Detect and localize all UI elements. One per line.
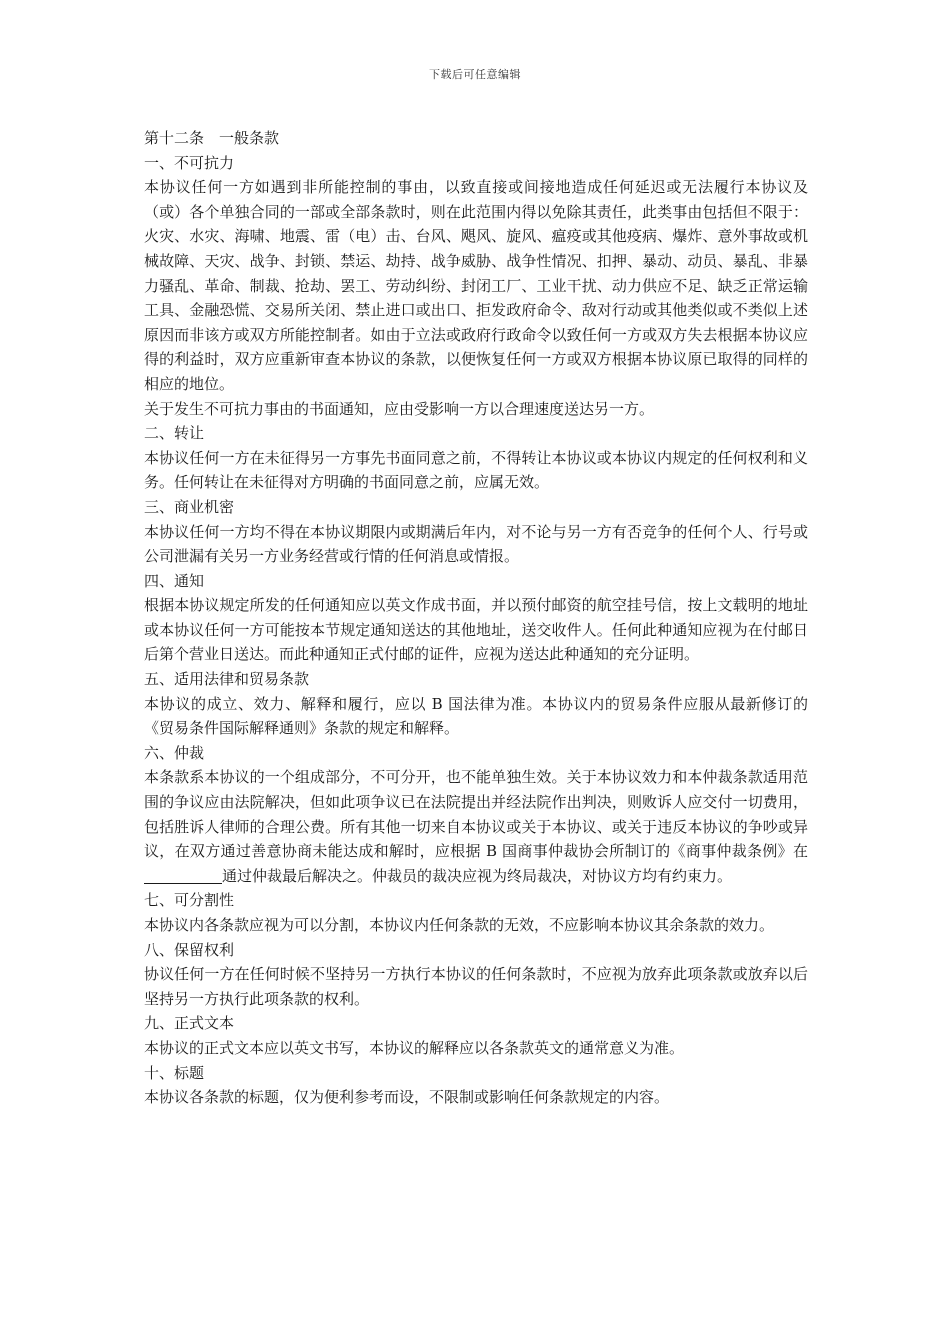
section-body-force-majeure: 本协议任何一方如遇到非所能控制的事由，以致直接或间接地造成任何延迟或无法履行本协议及（或）各个单独合同的一部或全部条款时，则在此范围内得以免除其责任，此类事由包括但不限于：火灾、水灾、海啸、地震、雷（电）击、台风、飓风、旋风、瘟疫或其他疫病、爆炸、意外事故或机械故障、天灾、战争、封锁、禁运、劫持、战争威胁、战争性情况、扣押、暴动、动员、暴乱、非暴力骚乱、革命、制裁、抢劫、罢工、劳动纠纷、封闭工厂、工业干扰、动力供应不足、缺乏正常运输工具、金融恐慌、交易所关闭、禁止进口或出口、拒发政府命令、敌对行动或其他类似或不类似上述原因而非该方或双方所能控制者。如由于立法或政府行政命令以致任何一方或双方失去根据本协议应得的利益时，双方应重新审查本协议的条款，以便恢复任何一方或双方根据本协议原已取得的同样的相应的地位。 xyxy=(144,178,808,393)
section-heading-force-majeure: 一、不可抗力 xyxy=(144,153,235,172)
section-body-governing-law: 本协议的成立、效力、解释和履行，应以 B 国法律为准。本协议内的贸易条件应服从最新修订的《贸易条件国际解释通则》条款的规定和解释。 xyxy=(144,694,808,738)
section-body-arbitration xyxy=(144,765,808,888)
section-body-severability: 本协议内各条款应视为可以分割，本协议内任何条款的无效，不应影响本协议其余条款的效力。 xyxy=(144,916,775,934)
arbitration-place-blank xyxy=(144,868,222,884)
section-heading-official-text: 九、正式文本 xyxy=(144,1014,235,1033)
section-heading-reservation-of-rights: 八、保留权利 xyxy=(144,940,235,959)
section-heading-trade-secrets: 三、商业机密 xyxy=(144,497,235,516)
section-body-notices: 根据本协议规定所发的任何通知应以英文作成书面，并以预付邮资的航空挂号信，按上文载明的地址或本协议任何一方可能按本节规定通知送达的其他地址，送交收件人。任何此种通知应视为在付邮日后第个营业日送达。而此种通知正式付邮的证件，应视为送达此种通知的充分证明。 xyxy=(144,596,808,664)
section-heading-governing-law: 五、适用法律和贸易条款 xyxy=(144,670,310,689)
section-body-trade-secrets: 本协议任何一方均不得在本协议期限内或期满后年内，对不论与另一方有否竞争的任何个人、行号或公司泄漏有关另一方业务经营或行情的任何消息或情报。 xyxy=(144,522,808,566)
section-heading-headings: 十、标题 xyxy=(144,1063,205,1082)
article-title: 第十二条 一般条款 xyxy=(144,129,280,147)
section-heading-arbitration: 六、仲裁 xyxy=(144,743,205,762)
document-body xyxy=(144,126,808,1110)
arbitration-text-part1: 本条款系本协议的一个组成部分，不可分开，也不能单独生效。关于本协议效力和本仲裁条款适用范围的争议应由法院解决，但如此项争议已在法院提出并经法院作出判决，则败诉人应交付一切费用，包括胜诉人律师的合理公费。所有其他一切来自本协议或关于本协议、或关于违反本协议的争吵或异议，在双方通过善意协商未能达成和解时，应根据 B 国商事仲裁协会所制订的《商事仲裁条例》在 xyxy=(144,768,808,861)
page-header: 下载后可任意编辑 xyxy=(429,68,521,81)
section-body-force-majeure-notice: 关于发生不可抗力事由的书面通知，应由受影响一方以合理速度送达另一方。 xyxy=(144,399,655,418)
section-body-assignment: 本协议任何一方在未征得另一方事先书面同意之前，不得转让本协议或本协议内规定的任何权利和义务。任何转让在未征得对方明确的书面同意之前，应属无效。 xyxy=(144,448,808,492)
section-body-headings: 本协议各条款的标题，仅为便利参考而设，不限制或影响任何条款规定的内容。 xyxy=(144,1088,670,1107)
section-body-official-text: 本协议的正式文本应以英文书写，本协议的解释应以各条款英文的通常意义为准。 xyxy=(144,1038,685,1057)
section-heading-severability: 七、可分割性 xyxy=(144,891,235,910)
section-heading-assignment: 二、转让 xyxy=(144,424,205,443)
section-body-reservation-of-rights: 协议任何一方在任何时候不坚持另一方执行本协议的任何条款时，不应视为放弃此项条款或放弃以后坚持另一方执行此项条款的权利。 xyxy=(144,965,808,1008)
arbitration-text-part2: 通过仲裁最后解决之。仲裁员的裁决应视为终局裁决，对协议方均有约束力。 xyxy=(222,866,733,885)
section-heading-notices: 四、通知 xyxy=(144,571,205,590)
